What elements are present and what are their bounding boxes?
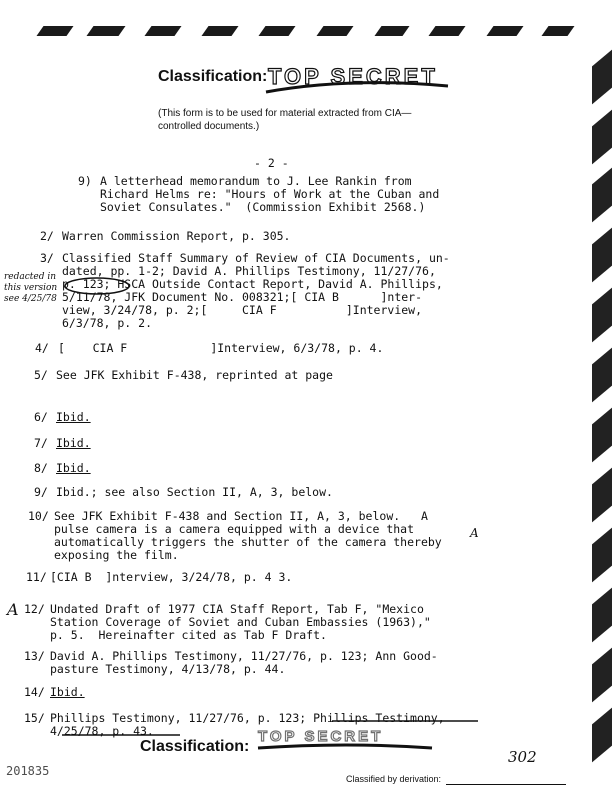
handwritten-circle — [62, 276, 132, 296]
margin-letter-a: A — [470, 526, 479, 540]
classified-by-line — [446, 784, 566, 785]
footnote-number: 12/ — [24, 602, 45, 616]
footnote-text: Undated Draft of 1977 CIA Staff Report, Tab F, "Mexico Station Coverage of Soviet and Cuban Embassies (1963)," p. 5. Hereinafter cited as Tab F Draft. — [50, 602, 431, 642]
footer-classification-label: Classification: — [140, 738, 250, 755]
document-number: 201835 — [6, 764, 50, 778]
footnote-number: 9) — [78, 174, 92, 188]
footnote-number: 4/ — [35, 341, 49, 355]
page-stamp: 302 — [508, 748, 537, 766]
footnote-text: Classified Staff Summary of Review of CIA Documents, un- dated, pp. 1-2; David A. Phillips Testimony, 11/27/76, p. 123; HSCA Outside Contact Report, David A. Phillips, 5/11/78, JFK Document No. 008321;[ CIA B ]nter- view, 3/24/78, p. 2;[ CIA F ]Interview, 6/3/78, p. 2. — [62, 251, 450, 330]
footnote-number: 14/ — [24, 685, 45, 699]
footnote-text: Ibid. — [56, 461, 91, 475]
footnote-number: 2/ — [40, 229, 54, 243]
margin-handwriting: redacted in this version see 4/25/78 — [4, 272, 58, 304]
header-classification-stamp: TOP SECRET — [268, 64, 438, 89]
footnote-number: 3/ — [40, 251, 54, 265]
footnote-text: See JFK Exhibit F-438, reprinted at page — [56, 368, 333, 382]
footnote-text: David A. Phillips Testimony, 11/27/76, p. 123; Ann Good- pasture Testimony, 4/13/78, p. 44. — [50, 649, 438, 676]
footnote-text: Ibid.; see also Section II, A, 3, below. — [56, 485, 333, 499]
footnote-number: 5/ — [34, 368, 48, 382]
footnote-text: [CIA B ]nterview, 3/24/78, p. 4 3. — [50, 570, 293, 584]
footer-strike — [256, 742, 436, 754]
page-number: - 2 - — [254, 156, 289, 170]
footnote-text: Ibid. — [50, 685, 85, 699]
footnote-text: Ibid. — [56, 410, 91, 424]
footnote-text: See JFK Exhibit F-438 and Section II, A, 3, below. A pulse camera is a camera equipped with a device that automatically triggers the shutter of the camera thereby exposing the film. — [54, 509, 442, 562]
footnote-number: 6/ — [34, 410, 48, 424]
classified-by-label: Classified by derivation: — [346, 774, 442, 784]
footnote-text: A letterhead memorandum to J. Lee Rankin from Richard Helms re: "Hours of Work at the Cuban and Soviet Consulates." (Commission Exhibit 2568.) — [100, 174, 440, 214]
handwritten-strike — [262, 78, 452, 98]
footnote-number: 15/ — [24, 711, 45, 725]
margin-letter-a: A — [7, 600, 19, 619]
form-note: (This form is to be used for material extracted from CIA—controlled documents.) — [158, 108, 412, 132]
footnote-number: 9/ — [34, 485, 48, 499]
footnote-text: Warren Commission Report, p. 305. — [62, 229, 291, 243]
footnote-number: 7/ — [34, 436, 48, 450]
footnote-number: 11/ — [26, 570, 47, 584]
header-classification-label: Classification: — [158, 68, 268, 85]
footer-classification-stamp: TOP SECRET — [258, 728, 384, 745]
footnote-number: 10/ — [28, 509, 49, 523]
footnote-number: 8/ — [34, 461, 48, 475]
right-border — [590, 0, 612, 791]
footnote-number: 13/ — [24, 649, 45, 663]
footnote-text: [ CIA F ]Interview, 6/3/78, p. 4. — [58, 341, 384, 355]
footnote-text: Ibid. — [56, 436, 91, 450]
footnote-text: Phillips Testimony, 11/27/76, p. 123; Phillips Testimony, 4/25/78, p. 43. — [50, 711, 445, 738]
